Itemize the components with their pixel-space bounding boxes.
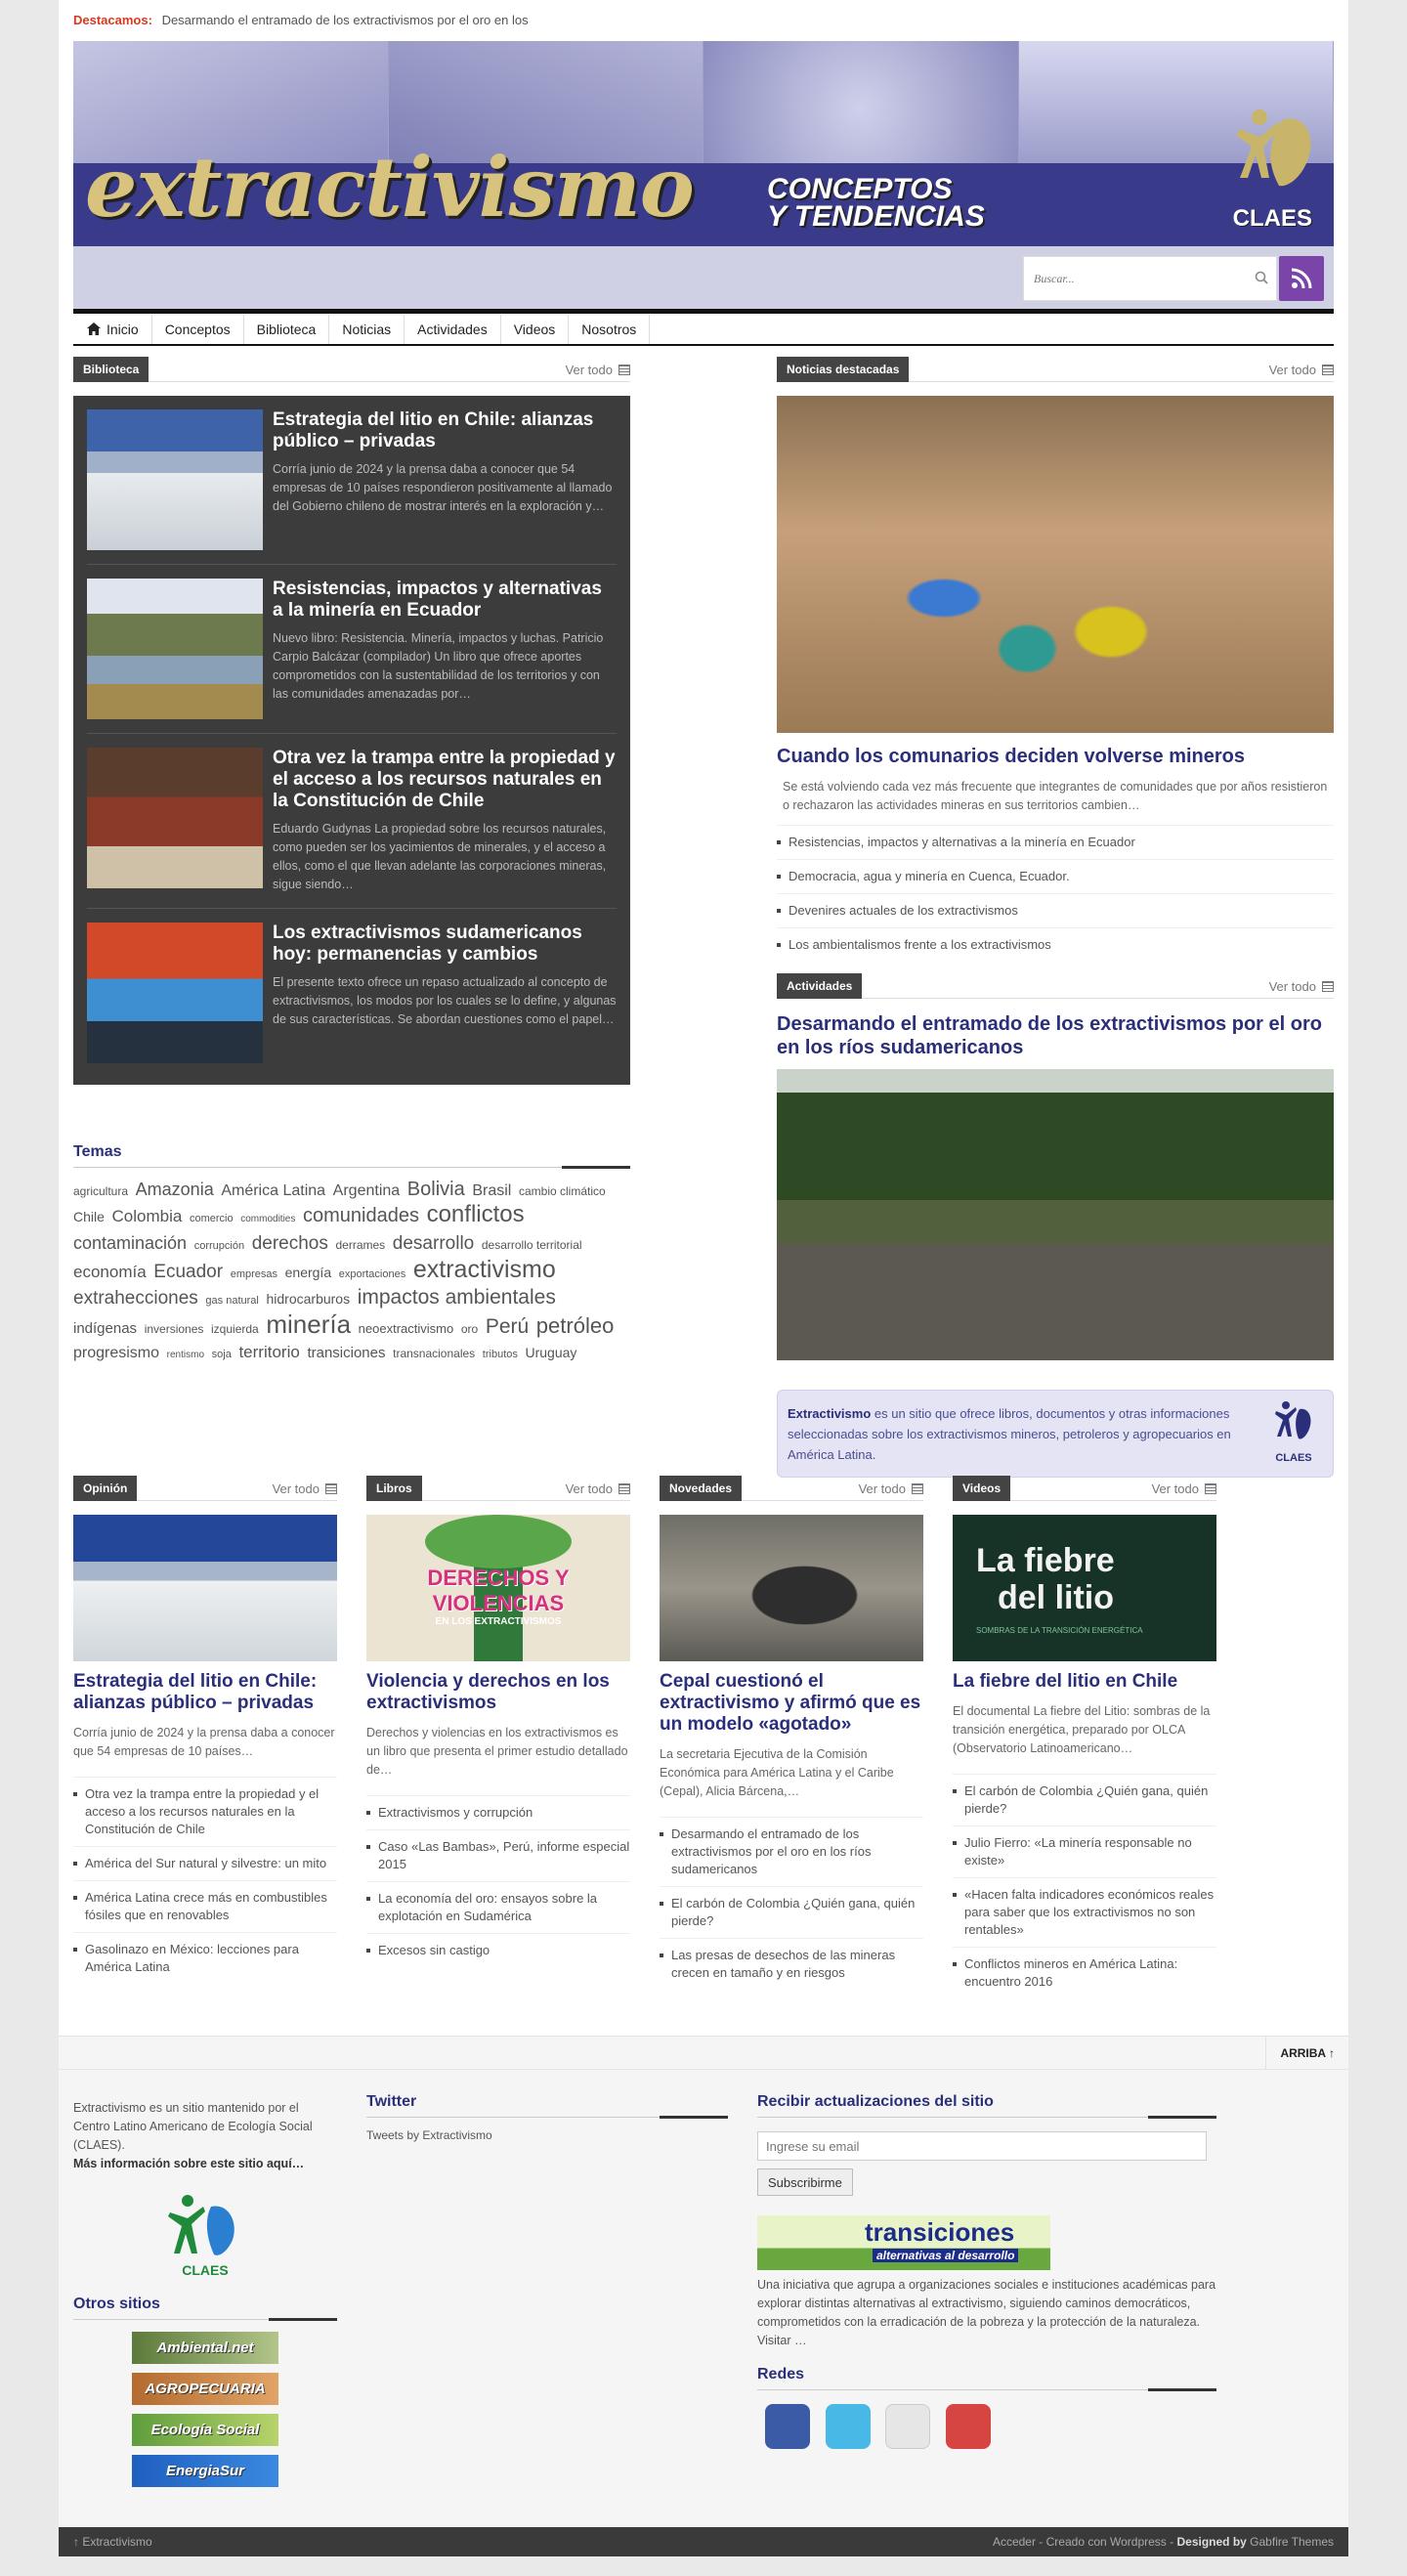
- tag-link[interactable]: comercio: [189, 1213, 234, 1224]
- tag-link[interactable]: Argentina: [332, 1182, 401, 1199]
- article-title[interactable]: Resistencias, impactos y alternativas a la minería en Ecuador: [273, 579, 602, 621]
- opinion-ver-todo[interactable]: Ver todo: [273, 1481, 337, 1496]
- tag-link[interactable]: derechos: [251, 1233, 328, 1254]
- site-header-banner[interactable]: [73, 41, 1334, 246]
- article-thumbnail[interactable]: [87, 923, 263, 1063]
- home-icon: [87, 322, 101, 335]
- noticias-links: [777, 825, 1334, 962]
- search-icon[interactable]: [1255, 271, 1268, 284]
- libros-ver-todo[interactable]: Ver todo: [566, 1481, 630, 1496]
- subscribe-button[interactable]: Subscribirme: [757, 2168, 853, 2196]
- videos-column: [953, 1476, 1216, 1998]
- article-excerpt: Eduardo Gudynas La propiedad sobre los recursos naturales, como pueden ser los yacimientos de minerales, y el acceso a ellos, como el que llevan adelante las corporaciones mineras, sigue siendo…: [273, 822, 607, 891]
- nav-actividades[interactable]: Actividades: [405, 315, 501, 344]
- site-logo-title: extractivismo: [85, 139, 694, 236]
- tag-link[interactable]: Ecuador: [153, 1262, 224, 1282]
- novedades-header: Novedades Ver todo: [660, 1476, 923, 1501]
- otros-sitios-title: Otros sitios: [73, 2296, 337, 2320]
- libros-header: Libros Ver todo: [366, 1476, 630, 1501]
- tag-link[interactable]: territorio: [238, 1343, 300, 1361]
- tag-link[interactable]: hidrocarburos: [266, 1291, 351, 1307]
- tag-link[interactable]: Amazonia: [135, 1180, 214, 1199]
- article-title[interactable]: Estrategia del litio en Chile: alianzas público – privadas: [273, 409, 594, 451]
- noticias-featured-image[interactable]: [777, 396, 1334, 733]
- tag-link[interactable]: transiciones: [307, 1345, 386, 1361]
- temas-title: Temas: [73, 1143, 630, 1168]
- biblioteca-header: [73, 357, 630, 382]
- tag-link[interactable]: gas natural: [205, 1295, 259, 1307]
- rss-button[interactable]: [1279, 256, 1324, 301]
- twitter-timeline-link[interactable]: Tweets by Extractivismo: [366, 2128, 492, 2142]
- tag-link[interactable]: izquierda: [211, 1322, 259, 1336]
- list-item[interactable]: «Hacen falta indicadores económicos reales para saber que los extractivismos no son rentables»: [953, 1877, 1216, 1947]
- tag-link[interactable]: exportaciones: [338, 1268, 406, 1280]
- transiciones-banner[interactable]: transiciones alternativas al desarrollo: [757, 2215, 1050, 2270]
- list-item: [87, 923, 617, 1077]
- actividades-image[interactable]: [777, 1069, 1334, 1360]
- claes-figure-icon: [1230, 100, 1318, 197]
- list-item[interactable]: El carbón de Colombia ¿Quién gana, quién pierde?: [953, 1774, 1216, 1825]
- list-item[interactable]: La economía del oro: ensayos sobre la explotación en Sudamérica: [366, 1881, 630, 1933]
- nav-nosotros[interactable]: Nosotros: [569, 315, 650, 344]
- tag-link[interactable]: soja: [211, 1349, 232, 1360]
- list-item[interactable]: El carbón de Colombia ¿Quién gana, quién pierde?: [660, 1886, 923, 1938]
- article-excerpt: La secretaria Ejecutiva de la Comisión Económica para América Latina y el Caribe (Cepal), Alicia Bárcena,…: [660, 1747, 894, 1798]
- biblioteca-label: Biblioteca: [73, 357, 149, 382]
- tag-link[interactable]: Perú: [485, 1315, 530, 1338]
- footer-subscribe: [757, 2093, 1216, 2452]
- novedades-column: [660, 1476, 923, 1998]
- list-item[interactable]: Otra vez la trampa entre la propiedad y el acceso a los recursos naturales en la Constitución de Chile: [73, 1777, 337, 1846]
- tag-link[interactable]: Uruguay: [525, 1345, 577, 1360]
- opinion-column: [73, 1476, 337, 1998]
- actividades-title[interactable]: Desarmando el entramado de los extractivismos por el oro en los ríos sudamericanos: [777, 1013, 1322, 1058]
- list-icon: [618, 365, 630, 375]
- article-thumbnail[interactable]: [87, 748, 263, 888]
- tag-link[interactable]: desarrollo: [392, 1233, 475, 1254]
- list-item[interactable]: Excesos sin castigo: [366, 1933, 630, 1967]
- tag-link[interactable]: progresismo: [73, 1345, 160, 1361]
- list-item[interactable]: Los ambientalismos frente a los extractivismos: [777, 927, 1334, 962]
- article-title[interactable]: Violencia y derechos en los extractivismos: [366, 1671, 610, 1713]
- list-icon: [1205, 1483, 1216, 1494]
- article-thumbnail[interactable]: [87, 579, 263, 719]
- list-item[interactable]: Devenires actuales de los extractivismos: [777, 893, 1334, 927]
- twitter-title: Twitter: [366, 2093, 728, 2118]
- tag-link[interactable]: América Latina: [221, 1182, 326, 1199]
- claes-logo: CLAES: [1264, 1399, 1323, 1469]
- tag-cloud: [73, 1178, 630, 1367]
- tag-link[interactable]: cambio climático: [518, 1184, 606, 1198]
- claes-logo: CLAES: [73, 2193, 337, 2278]
- article-thumbnail[interactable]: [73, 1515, 337, 1661]
- actividades-ver-todo[interactable]: Ver todo: [1269, 979, 1334, 994]
- tag-link[interactable]: tributos: [482, 1349, 518, 1360]
- list-icon: [618, 1483, 630, 1494]
- list-icon: [912, 1483, 923, 1494]
- ticker-link[interactable]: Desarmando el entramado de los extractivismos por el oro en los: [161, 13, 529, 27]
- footer-top: [59, 2037, 1348, 2070]
- article-excerpt: El documental La fiebre del Litio: sombras de la transición energética, preparado por OLCA (Observatorio Latinoamericano…: [953, 1704, 1211, 1755]
- list-item: [87, 579, 617, 734]
- site-link-ambiental[interactable]: Ambiental.net: [132, 2332, 278, 2364]
- main-nav: [73, 309, 1334, 346]
- tag-link[interactable]: desarrollo territorial: [481, 1238, 582, 1252]
- tag-link[interactable]: transnacionales: [393, 1347, 476, 1360]
- article-thumbnail[interactable]: [87, 409, 263, 550]
- article-excerpt: El presente texto ofrece un repaso actualizado al concepto de extractivismos, los modos por los cuales se lo define, y algunas de sus características. Se abordan cuestiones como el papel…: [273, 975, 617, 1026]
- videos-ver-todo[interactable]: Ver todo: [1152, 1481, 1216, 1496]
- youtube-icon[interactable]: [946, 2404, 991, 2449]
- tag-link[interactable]: Bolivia: [406, 1179, 465, 1200]
- list-icon: [325, 1483, 337, 1494]
- novedades-ver-todo[interactable]: Ver todo: [859, 1481, 923, 1496]
- right-column: [777, 357, 1334, 1478]
- tag-link[interactable]: Chile: [73, 1209, 105, 1224]
- list-item[interactable]: Desarmando el entramado de los extractivismos por el oro en los ríos sudamericanos: [660, 1817, 923, 1886]
- search-box: [1023, 256, 1277, 301]
- social-links: [757, 2404, 1216, 2452]
- tag-link[interactable]: extrahecciones: [73, 1288, 198, 1309]
- article-title[interactable]: Cepal cuestionó el extractivismo y afirmó que es un modelo «agotado»: [660, 1671, 921, 1735]
- list-item[interactable]: Extractivismos y corrupción: [366, 1795, 630, 1829]
- tag-link[interactable]: inversiones: [144, 1322, 204, 1336]
- noticias-excerpt: Se está volviendo cada vez más frecuente que integrantes de comunidades que por años resistieron o rechazaron las actividades mineras en sus territorios cambien…: [783, 780, 1328, 812]
- list-item[interactable]: América Latina crece más en combustibles fósiles que en renovables: [73, 1880, 337, 1932]
- site-info-box: [777, 1390, 1334, 1478]
- bottom-home-link[interactable]: ↑ Extractivismo: [73, 2535, 152, 2549]
- site-tagline: CONCEPTOS Y TENDENCIAS: [767, 173, 985, 233]
- temas-widget: [73, 1143, 630, 1367]
- tag-link[interactable]: Colombia: [111, 1207, 183, 1225]
- actividades-header: [777, 973, 1334, 999]
- list-icon: [1322, 981, 1334, 992]
- claes-figure-icon: [1274, 1399, 1313, 1442]
- nav-biblioteca[interactable]: Biblioteca: [244, 315, 330, 344]
- tag-link[interactable]: conflictos: [426, 1201, 525, 1227]
- tag-link[interactable]: neoextractivismo: [358, 1321, 454, 1336]
- twitter-icon[interactable]: [826, 2404, 871, 2449]
- footer-about-link[interactable]: Más información sobre este sitio aquí…: [73, 2157, 305, 2170]
- tag-link[interactable]: impactos ambientales: [357, 1286, 556, 1309]
- tag-link[interactable]: rentismo: [166, 1350, 205, 1360]
- list-item[interactable]: Julio Fierro: «La minería responsable no existe»: [953, 1825, 1216, 1877]
- tag-link[interactable]: derrames: [335, 1238, 386, 1252]
- search-bar: [73, 246, 1334, 309]
- facebook-icon[interactable]: [765, 2404, 810, 2449]
- list-icon: [1322, 365, 1334, 375]
- list-item[interactable]: Las presas de desechos de las mineras crecen en tamaño y en riesgos: [660, 1938, 923, 1990]
- bottom-credits: Acceder - Creado con Wordpress - Designed by Gabfire Themes: [992, 2535, 1334, 2549]
- page: [59, 0, 1348, 2547]
- list-item[interactable]: América del Sur natural y silvestre: un mito: [73, 1846, 337, 1880]
- biblioteca-ver-todo[interactable]: Ver todo: [566, 363, 630, 377]
- nav-noticias[interactable]: Noticias: [329, 315, 405, 344]
- footer-about: [73, 2099, 337, 2496]
- tag-link[interactable]: agricultura: [73, 1184, 129, 1198]
- biblioteca-list: [73, 396, 630, 1085]
- related-links: [953, 1774, 1216, 1998]
- noticias-ver-todo[interactable]: Ver todo: [1269, 363, 1334, 377]
- tag-link[interactable]: empresas: [230, 1268, 277, 1280]
- videos-header: Videos Ver todo: [953, 1476, 1216, 1501]
- video-cover[interactable]: La fiebre del litio SOMBRAS DE LA TRANSICIÓN ENERGÉTICA: [953, 1515, 1216, 1661]
- tag-link[interactable]: minería: [266, 1309, 352, 1339]
- search-input[interactable]: [1024, 257, 1239, 300]
- list-item: [87, 748, 617, 909]
- tag-link[interactable]: contaminación: [73, 1233, 188, 1253]
- article-title[interactable]: Los extractivismos sudamericanos hoy: permanencias y cambios: [273, 923, 582, 965]
- nav-videos[interactable]: Videos: [501, 315, 570, 344]
- tag-link[interactable]: petróleo: [535, 1313, 615, 1338]
- article-excerpt: Corría junio de 2024 y la prensa daba a conocer que 54 empresas de 10 países…: [73, 1726, 335, 1758]
- actividades-label: Actividades: [777, 973, 862, 999]
- nav-inicio[interactable]: Inicio: [73, 315, 152, 344]
- footer-twitter: [366, 2093, 728, 2142]
- noticias-header: [777, 357, 1334, 382]
- list-item[interactable]: Democracia, agua y minería en Cuenca, Ecuador.: [777, 859, 1334, 893]
- site-link-ecologia-social[interactable]: Ecología Social: [132, 2414, 278, 2446]
- tag-link[interactable]: commodities: [240, 1214, 296, 1224]
- related-links: [366, 1795, 630, 1967]
- noticias-label: Noticias destacadas: [777, 357, 909, 382]
- tag-link[interactable]: indígenas: [73, 1320, 138, 1337]
- opinion-header: Opinión Ver todo: [73, 1476, 337, 1501]
- redes-title: Redes: [757, 2366, 1216, 2390]
- site-info-text: Extractivismo es un sitio que ofrece libros, documentos y otras informaciones seleccionadas sobre los extractivismos mineros, petroleros y agropecuarios en América Latina.: [788, 1405, 1231, 1462]
- tag-link[interactable]: extractivismo: [412, 1256, 556, 1283]
- ticker-label: Destacamos:: [73, 13, 152, 27]
- claes-figure-icon: [166, 2193, 244, 2259]
- footer-about-text: Extractivismo es un sitio mantenido por el Centro Latino Americano de Ecología Social (CLAES).: [73, 2101, 313, 2152]
- tag-link[interactable]: corrupción: [193, 1240, 245, 1252]
- left-column: [73, 357, 630, 1367]
- header-brand: CLAES: [1232, 205, 1312, 232]
- list-item[interactable]: Gasolinazo en México: lecciones para América Latina: [73, 1932, 337, 1984]
- bottom-bar: [59, 2527, 1348, 2556]
- site-link-energiasur[interactable]: EnergiaSur: [132, 2455, 278, 2487]
- list-item[interactable]: Resistencias, impactos y alternativas a la minería en Ecuador: [777, 825, 1334, 859]
- article-title[interactable]: La fiebre del litio en Chile: [953, 1671, 1178, 1692]
- site-link-agropecuaria[interactable]: AGROPECUARIA: [132, 2373, 278, 2405]
- email-field[interactable]: [757, 2131, 1207, 2161]
- article-title[interactable]: Otra vez la trampa entre la propiedad y el acceso a los recursos naturales en la Constitución de Chile: [273, 748, 616, 811]
- noticias-title[interactable]: Cuando los comunarios deciden volverse mineros: [777, 746, 1246, 767]
- list-item[interactable]: Conflictos mineros en América Latina: encuentro 2016: [953, 1947, 1216, 1998]
- nav-conceptos[interactable]: Conceptos: [152, 315, 244, 344]
- flickr-icon[interactable]: [885, 2404, 930, 2449]
- tag-link[interactable]: Brasil: [472, 1182, 512, 1199]
- back-to-top-button[interactable]: ARRIBA ↑: [1265, 2037, 1348, 2070]
- tag-link[interactable]: economía: [73, 1263, 147, 1281]
- article-excerpt: Derechos y violencias en los extractivismos es un libro que presenta el primer estudio detallado de…: [366, 1726, 628, 1777]
- transiciones-text: Una iniciativa que agrupa a organizaciones sociales e instituciones académicas para explorar distintas alternativas al extractivismo, siguiendo caminos democráticos, comprometidos con la erradicación de la pobreza y la protección de la naturaleza. Visitar …: [757, 2278, 1216, 2347]
- tag-link[interactable]: energía: [284, 1265, 332, 1280]
- book-cover[interactable]: DERECHOS Y VIOLENCIAS EN LOS EXTRACTIVISMOS: [366, 1515, 630, 1661]
- list-item[interactable]: Caso «Las Bambas», Perú, informe especial 2015: [366, 1829, 630, 1881]
- four-columns: [73, 1476, 1334, 1998]
- list-item: [87, 409, 617, 565]
- tag-link[interactable]: comunidades: [302, 1205, 419, 1226]
- footer: [59, 2036, 1348, 2527]
- related-links: [73, 1777, 337, 1984]
- tag-link[interactable]: oro: [460, 1322, 479, 1336]
- article-excerpt: Corría junio de 2024 y la prensa daba a conocer que 54 empresas de 10 países respondieron positivamente al llamado del Gobierno chileno de mostrar interés en la exploración y…: [273, 462, 613, 513]
- rss-icon: [1290, 267, 1313, 290]
- article-title[interactable]: Estrategia del litio en Chile: alianzas público – privadas: [73, 1671, 318, 1713]
- featured-ticker: [73, 0, 1334, 41]
- subscribe-title: Recibir actualizaciones del sitio: [757, 2093, 1216, 2118]
- libros-column: [366, 1476, 630, 1998]
- article-excerpt: Nuevo libro: Resistencia. Minería, impactos y luchas. Patricio Carpio Balcázar (compilador) Un libro que ofrece aportes comprometidos con la sustentabilidad de los territorios y con las comunidades amenazadas por…: [273, 631, 604, 701]
- article-thumbnail[interactable]: [660, 1515, 923, 1661]
- related-links: [660, 1817, 923, 1990]
